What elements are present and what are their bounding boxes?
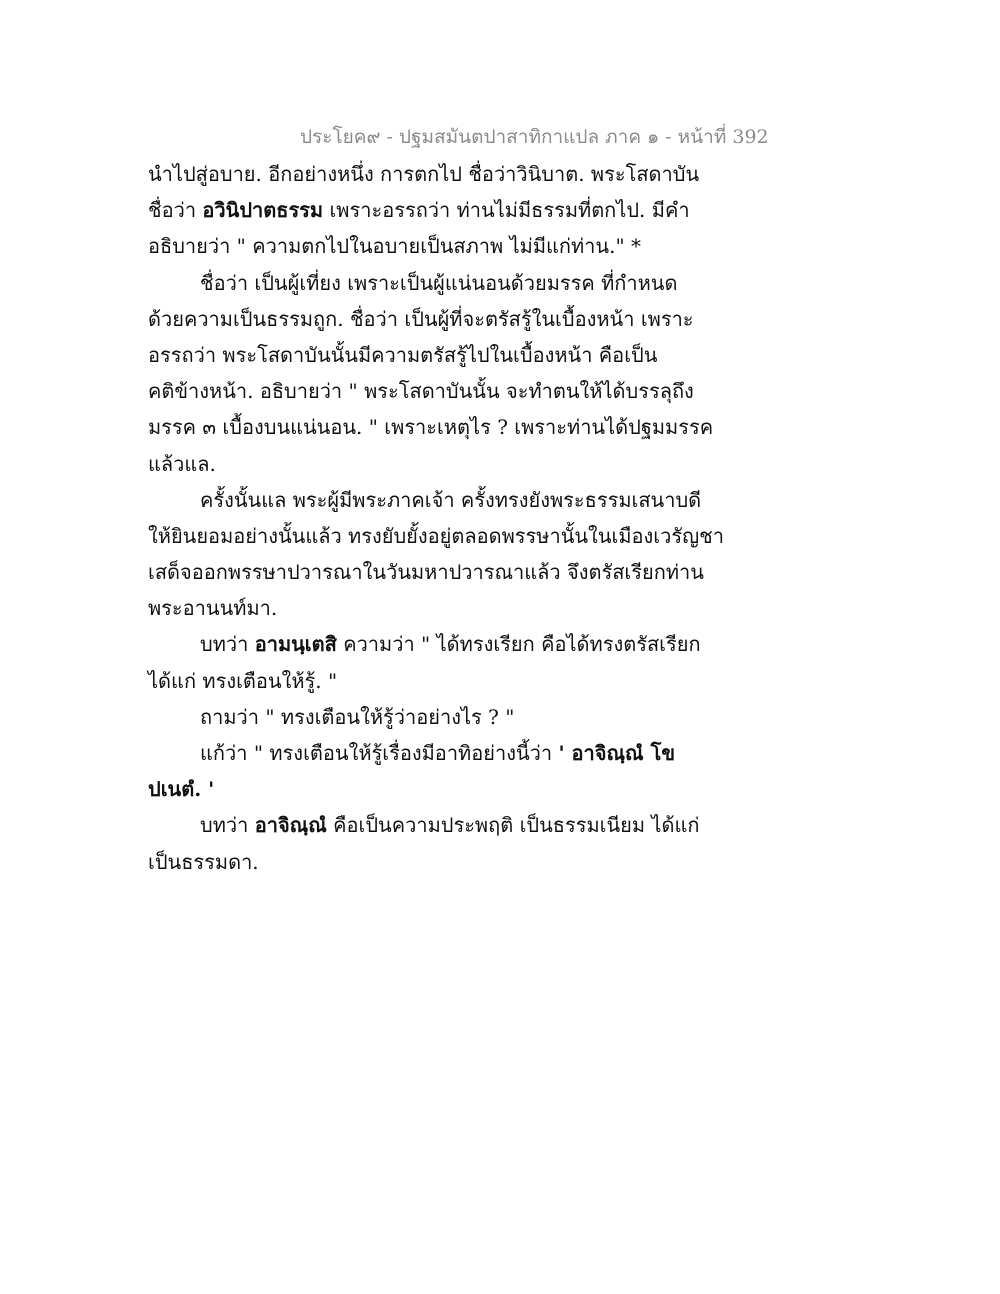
text-line: นำไปสู่อบาย. อีกอย่างหนึ่ง การตกไป ชื่อว่าวินิบาต. พระโสดาบัน xyxy=(148,162,700,186)
text-line: มรรค ๓ เบื้องบนแน่นอน. " เพราะเหตุไร ? เพราะท่านได้ปฐมมรรค xyxy=(148,415,714,440)
pali-term: อวินิปาตธรรม xyxy=(202,198,324,223)
paragraph-start-line: ชื่อว่า เป็นผู้เที่ยง เพราะเป็นผู้แน่นอนด้วยมรรค ที่กำหนด xyxy=(200,270,678,295)
text-line: ชื่อว่า อวินิปาตธรรม เพราะอรรถว่า ท่านไม่มีธรรมที่ตกไป. มีคำ xyxy=(148,198,690,223)
pali-quote: ' อาจิณฺณํ โข xyxy=(558,741,675,765)
pali-term: อาจิณฺณํ xyxy=(254,813,327,838)
text-line: เป็นธรรมดา. xyxy=(148,849,259,874)
text-line: ให้ยินยอมอย่างนั้นแล้ว ทรงยับยั้งอยู่ตลอดพรรษานั้นในเมืองเวรัญชา xyxy=(148,523,724,548)
pali-quote: ปเนตํ. ' xyxy=(148,777,215,802)
text-line: ได้แก่ ทรงเตือนให้รู้. " xyxy=(148,668,338,693)
text-line: อธิบายว่า " ความตกไปในอบายเป็นสภาพ ไม่มีแก่ท่าน." * xyxy=(148,234,641,259)
running-header: ประโยค๙ - ปฐมสมันตปาสาทิกาแปล ภาค ๑ - หน้าที่ 392 xyxy=(300,126,769,148)
text-line xyxy=(148,771,708,807)
text-line: แล้วแล. xyxy=(148,451,216,476)
paragraph-start-line: บทว่า อาจิณฺณํ คือเป็นความประพฤติ เป็นธรรมเนียม ได้แก่ xyxy=(200,813,700,838)
pali-term: อามนฺเตสิ xyxy=(254,632,337,657)
text-line: เสด็จออกพรรษาปวารณาในวันมหาปวารณาแล้ว จึงตรัสเรียกท่าน xyxy=(148,560,704,585)
text-line: พระอานนท์มา. xyxy=(148,596,278,621)
text-line: อรรถว่า พระโสดาบันนั้นมีความตรัสรู้ไปในเบื้องหน้า คือเป็น xyxy=(148,342,658,367)
paragraph-start-line: ครั้งนั้นแล พระผู้มีพระภาคเจ้า ครั้งทรงยังพระธรรมเสนาบดี xyxy=(200,487,702,512)
paragraph-start-line: บทว่า อามนฺเตสิ ความว่า " ได้ทรงเรียก คือได้ทรงตรัสเรียก xyxy=(200,632,701,657)
paragraph-start-line: ถามว่า " ทรงเตือนให้รู้ว่าอย่างไร ? " xyxy=(200,704,515,729)
body-text xyxy=(148,156,724,880)
paragraph-start-line: แก้ว่า " ทรงเตือนให้รู้เรื่องมีอาทิอย่างนี้ว่า ' อาจิณฺณํ โข xyxy=(200,741,675,765)
text-line: ด้วยความเป็นธรรมถูก. ชื่อว่า เป็นผู้ที่จะตรัสรู้ในเบื้องหน้า เพราะ xyxy=(148,306,694,331)
text-line: คติข้างหน้า. อธิบายว่า " พระโสดาบันนั้น จะทำตนให้ได้บรรลุถึง xyxy=(148,379,694,404)
